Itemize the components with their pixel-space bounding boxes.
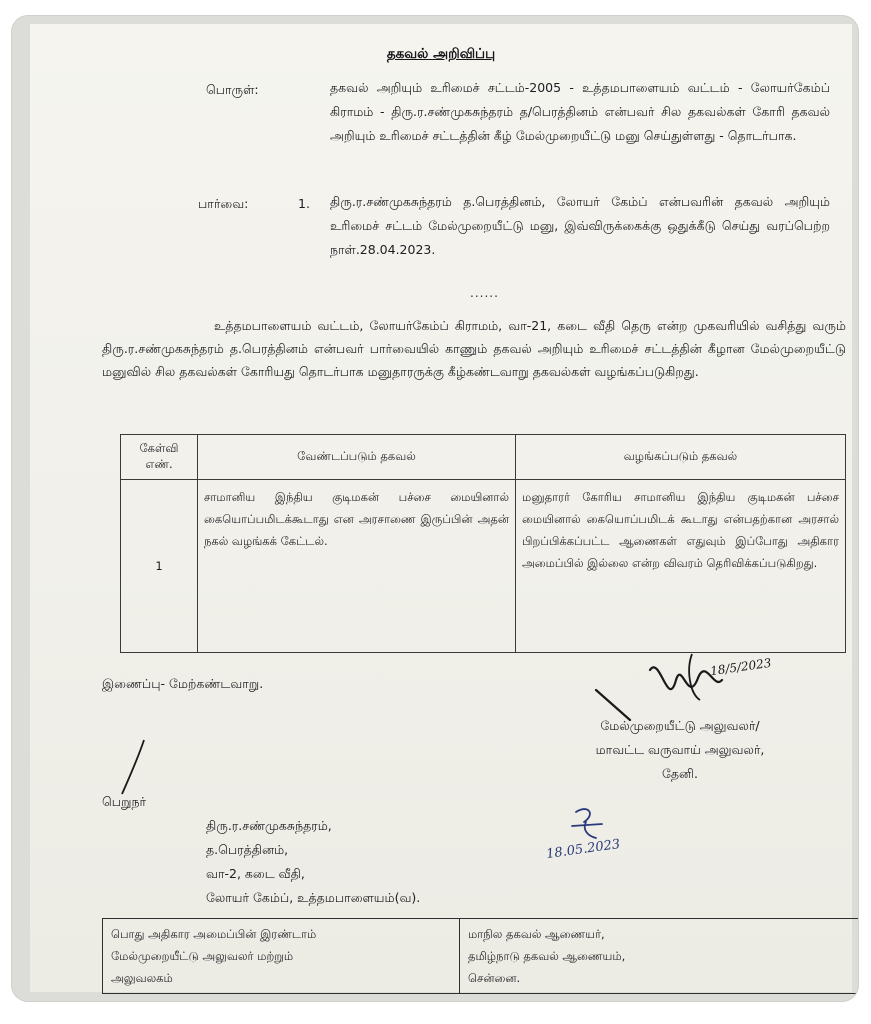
header-requested-info: வேண்டப்படும் தகவல் <box>198 435 516 480</box>
header-provided-info: வழங்கப்படும் தகவல் <box>516 435 846 480</box>
cell-question-number: 1 <box>121 480 198 653</box>
reference-text: திரு.ர.சண்முகசுந்தரம் த.பெரத்தினம், லோயர் கேம்ப் என்பவரின் தகவல் அறியும் உரிமைச் சட்டம் மேல்முறையீட்டு மனு, இவ்விருக்கைக்கு ஒதுக்கீடு செய்து வரப்பெற்ற நாள்.28.04.2023. <box>330 194 830 257</box>
subject-label: பொருள்: <box>206 82 259 97</box>
recipient-line-4: லோயர் கேம்ப், உத்தமபாளையம்(வ). <box>206 890 421 905</box>
screenshot-frame <box>12 16 858 1001</box>
designation-place: தேனி. <box>662 766 698 781</box>
enclosure-note: இணைப்பு- மேற்கண்டவாறு. <box>102 676 264 691</box>
designation-1: மேல்முறையீட்டு அலுவலர்/ <box>600 718 760 733</box>
table-row <box>121 480 846 653</box>
footer-table <box>102 918 858 994</box>
footer-row <box>103 919 859 994</box>
document-title: தகவல் அறிவிப்பு <box>386 46 496 62</box>
table-header-row <box>121 435 846 480</box>
information-table <box>120 434 846 653</box>
footer-right-line-3: சென்னை. <box>468 971 521 985</box>
footer-left-line-2: மேல்முறையீட்டு அலுவலர் மற்றும் <box>111 949 294 963</box>
footer-right-line-1: மாநில தகவல் ஆணையர், <box>468 927 605 941</box>
recipient-line-3: வா-2, கடை வீதி, <box>206 866 305 881</box>
footer-right-line-2: தமிழ்நாடு தகவல் ஆணையம், <box>468 949 626 963</box>
subject-text: தகவல் அறியும் உரிமைச் சட்டம்-2005 - உத்தமபாளையம் வட்டம் - லோயர்கேம்ப் கிராமம் - திரு.ர.சண்முகசுந்தரம் த/பெரத்தினம் என்பவர் சில தகவல்கள் கோரி தகவல் அறியும் உரிமைச் சட்டத்தின் கீழ் மேல்முறையீட்டு மனு செய்துள்ளது - தொடர்பாக. <box>330 80 830 143</box>
footer-left-cell <box>103 919 460 994</box>
signature-date: 18/5/2023 <box>709 655 773 679</box>
header-question-number: கேள்வி எண். <box>121 435 198 480</box>
separator-dots: ...... <box>470 286 499 300</box>
footer-left-line-1: பொது அதிகார அமைப்பின் இரண்டாம் <box>111 927 317 941</box>
recipient-label: பெறுநர் <box>102 794 147 809</box>
body-paragraph: உத்தமபாளையம் வட்டம், லோயர்கேம்ப் கிராமம், வா-21, கடை வீதி தெரு என்ற முகவரியில் வசித்து வரும் திரு.ர.சண்முகசுந்தரம் த.பெரத்தினம் என்பவர் பார்வையில் காணும் தகவல் அறியும் உரிமைச் சட்டத்தின் கீழான மேல்முறையீட்டு மனுவில் சில தகவல்கள் கோரியது தொடர்பாக மனுதாரருக்கு கீழ்கண்டவாறு தகவல்கள் வழங்கப்படுகிறது. <box>102 318 846 379</box>
reference-label: பார்வை: <box>198 196 249 211</box>
footer-left-line-3: அலுவலகம் <box>111 971 173 985</box>
designation-2: மாவட்ட வருவாய் அலுவலர், <box>595 742 765 757</box>
cell-provided-info: மனுதாரர் கோரிய சாமானிய இந்திய குடிமகன் பச்சை மையினால் கையொப்பமிடக் கூடாது என்பதற்கான அரசால் பிறப்பிக்கப்பட்ட ஆணைகள் எதுவும் இப்போது அதிகார அமைப்பில் இல்லை என்ற விவரம் தெரிவிக்கப்படுகிறது. <box>516 480 846 653</box>
reference-number: 1. <box>298 196 310 211</box>
recipient-line-2: த.பெரத்தினம், <box>206 842 289 857</box>
recipient-tick-mark <box>114 738 154 798</box>
recipient-line-1: திரு.ர.சண்முகசுந்தரம், <box>206 818 332 833</box>
receipt-date: 18.05.2023 <box>545 836 622 863</box>
blue-initial-mark <box>568 804 608 844</box>
cell-requested-info: சாமானிய இந்திய குடிமகன் பச்சை மையினால் கையொப்பமிடக்கூடாது என அரசாணை இருப்பின் அதன் நகல் வழங்கக் கேட்டல். <box>198 480 516 653</box>
document-page <box>30 24 852 992</box>
footer-right-cell <box>460 919 859 994</box>
